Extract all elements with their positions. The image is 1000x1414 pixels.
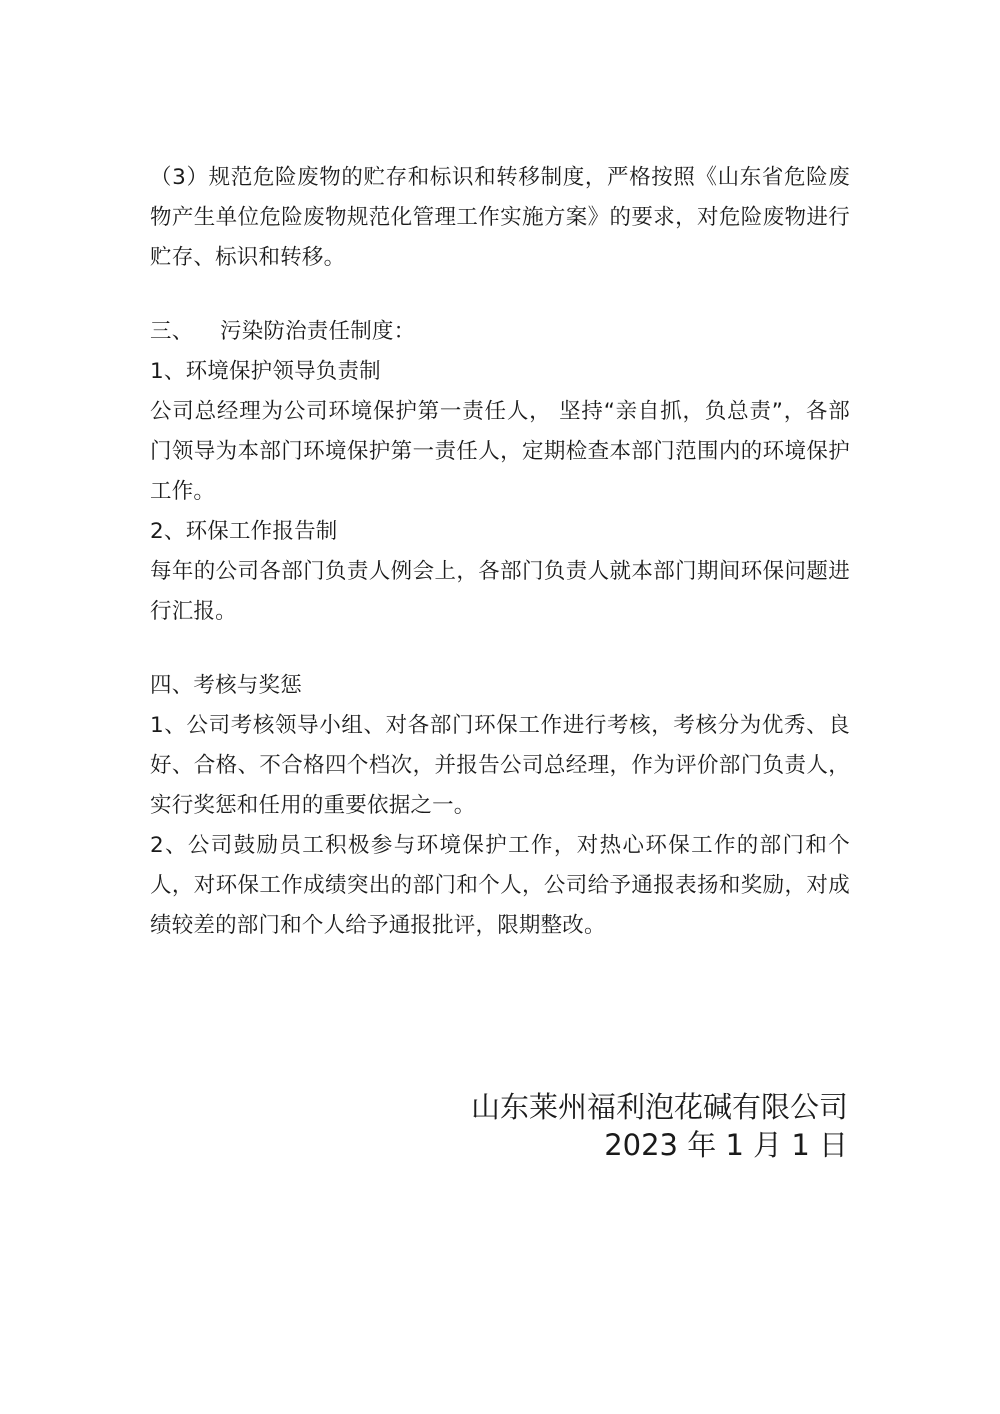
section-3-heading-text: 污染防治责任制度：	[220, 319, 416, 344]
section-3-heading-number: 三、	[150, 319, 194, 344]
section-3-item-1-title: 1、环境保护领导负责制	[150, 359, 381, 384]
paragraph-item-3: （3）规范危险废物的贮存和标识和转移制度，严格按照《山东省危险废物产生单位危险废物规范化管理工作实施方案》的要求，对危险废物进行贮存、标识和转移。	[150, 165, 850, 270]
signature-date: 2023 年 1 月 1 日	[604, 1128, 848, 1162]
signature-block	[471, 1088, 848, 1164]
section-3-item-2-title: 2、环保工作报告制	[150, 519, 338, 544]
section-4-item-1: 1、公司考核领导小组、对各部门环保工作进行考核，考核分为优秀、良好、合格、不合格四个档次，并报告公司总经理，作为评价部门负责人，实行奖惩和任用的重要依据之一。	[150, 713, 850, 818]
section-3-heading	[150, 312, 850, 352]
spacer	[150, 278, 850, 312]
company-name: 山东莱州福利泡花碱有限公司	[470, 1090, 848, 1124]
section-3-item-2-body: 每年的公司各部门负责人例会上，各部门负责人就本部门期间环保问题进行汇报。	[150, 559, 850, 624]
section-4-item-2: 2、公司鼓励员工积极参与环境保护工作，对热心环保工作的部门和个人，对环保工作成绩突出的部门和个人，公司给予通报表扬和奖励，对成绩较差的部门和个人给予通报批评，限期整改。	[150, 833, 850, 938]
document-body	[150, 158, 850, 946]
section-3-item-1-body: 公司总经理为公司环境保护第一责任人， 坚持“亲自抓，负总责”，各部门领导为本部门环境保护第一责任人，定期检查本部门范围内的环境保护工作。	[150, 399, 850, 504]
section-4-heading: 四、考核与奖惩	[150, 673, 302, 698]
spacer	[150, 632, 850, 666]
